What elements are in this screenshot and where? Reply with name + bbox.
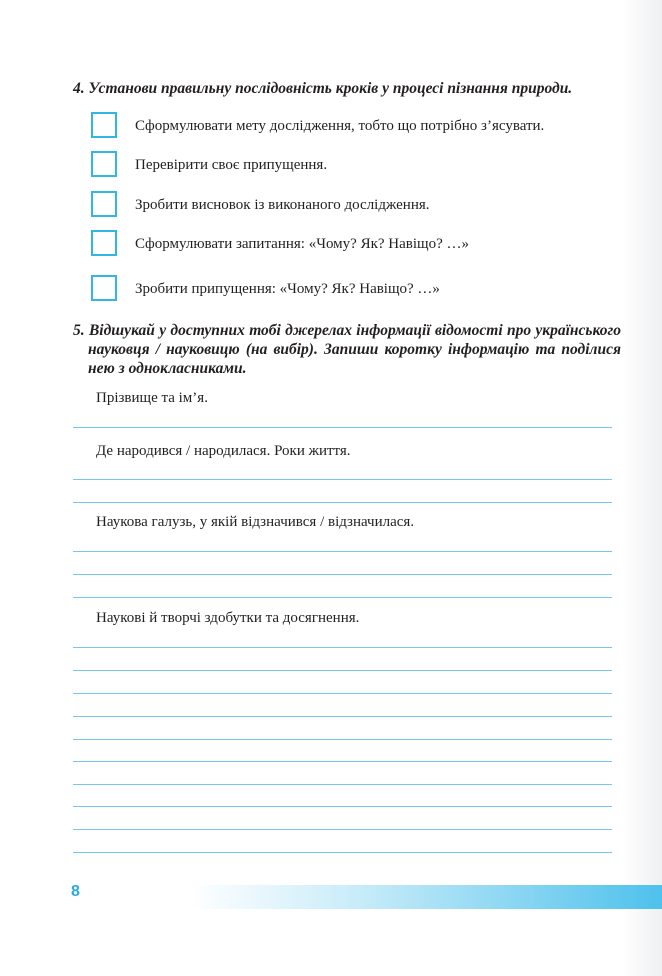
write-line-birth-1[interactable] xyxy=(73,479,612,480)
field-label-field: Наукова галузь, у якій відзначився / відзначилася. xyxy=(96,514,415,530)
task-5-heading: 5. Відшукай у доступних тобі джерелах інформації відомості про українського науковця / науковицю (на вибір). Запиши коротку інформацію та поділися нею з однокласниками. xyxy=(73,322,621,377)
write-line-field-2[interactable] xyxy=(73,574,612,575)
write-line-achievements-4[interactable] xyxy=(73,716,612,717)
write-line-achievements-9[interactable] xyxy=(73,829,612,830)
page-number: 8 xyxy=(71,883,80,900)
step-text-2: Перевірити своє припущення. xyxy=(135,157,328,173)
write-line-achievements-2[interactable] xyxy=(73,670,612,671)
step-text-5: Зробити припущення: «Чому? Як? Навіщо? …» xyxy=(135,281,440,297)
write-line-achievements-10[interactable] xyxy=(73,852,612,853)
write-line-birth-2[interactable] xyxy=(73,502,612,503)
write-line-name-1[interactable] xyxy=(73,427,612,428)
step-text-4: Сформулювати запитання: «Чому? Як? Навіщо? …» xyxy=(135,236,469,252)
write-line-achievements-8[interactable] xyxy=(73,806,612,807)
footer-gradient-bar xyxy=(190,885,662,909)
task-4-heading: 4. Установи правильну послідовність кроків у процесі пізнання природи. xyxy=(73,80,573,97)
step-text-1: Сформулювати мету дослідження, тобто що потрібно з’ясувати. xyxy=(135,118,545,134)
write-line-field-3[interactable] xyxy=(73,597,612,598)
write-line-achievements-5[interactable] xyxy=(73,739,612,740)
write-line-achievements-1[interactable] xyxy=(73,647,612,648)
page-edge-shadow xyxy=(622,0,662,976)
order-checkbox-1[interactable] xyxy=(91,112,117,138)
step-text-3: Зробити висновок із виконаного дослідження. xyxy=(135,197,430,213)
order-checkbox-3[interactable] xyxy=(91,191,117,217)
write-line-achievements-6[interactable] xyxy=(73,761,612,762)
order-checkbox-2[interactable] xyxy=(91,151,117,177)
field-label-birth: Де народився / народилася. Роки життя. xyxy=(96,443,351,459)
order-checkbox-4[interactable] xyxy=(91,230,117,256)
write-line-achievements-3[interactable] xyxy=(73,693,612,694)
field-label-name: Прізвище та ім’я. xyxy=(96,390,208,406)
write-line-achievements-7[interactable] xyxy=(73,784,612,785)
field-label-achievements: Наукові й творчі здобутки та досягнення. xyxy=(96,610,360,626)
write-line-field-1[interactable] xyxy=(73,551,612,552)
order-checkbox-5[interactable] xyxy=(91,275,117,301)
